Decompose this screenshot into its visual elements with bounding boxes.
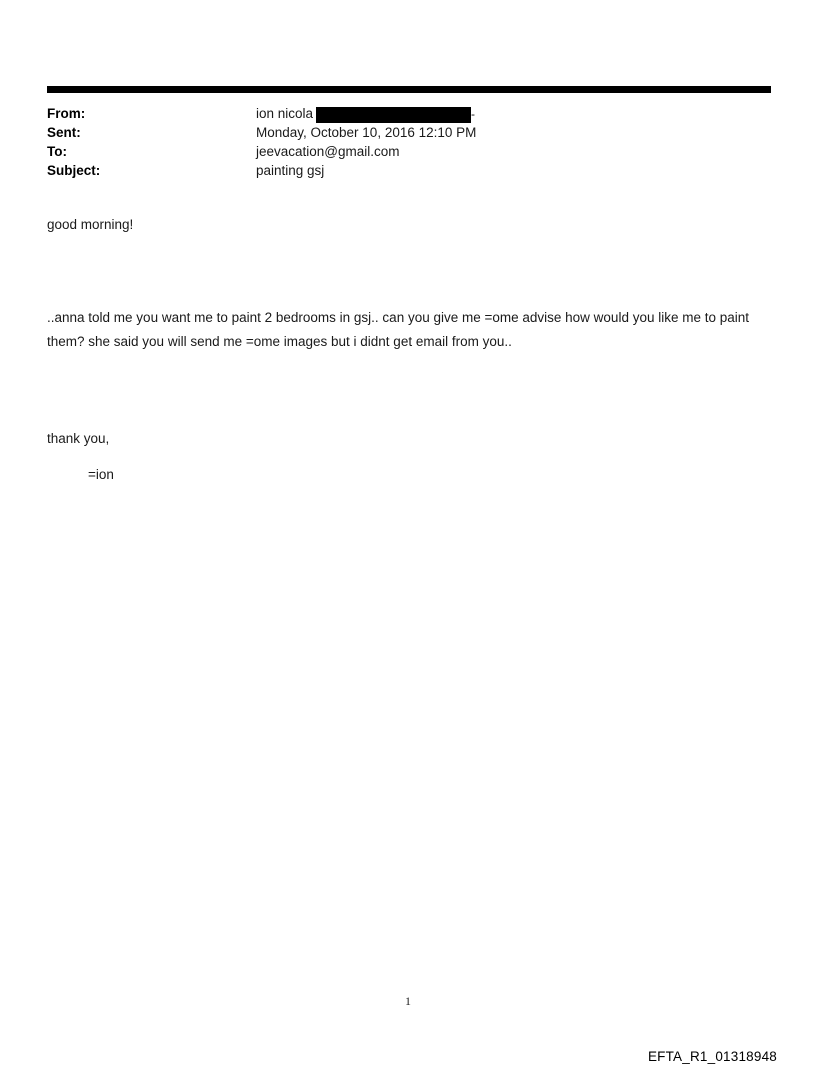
header-divider-rule	[47, 86, 771, 93]
sent-value: Monday, October 10, 2016 12:10 PM	[256, 125, 477, 140]
email-header-block	[47, 104, 771, 180]
page-number: 1	[405, 994, 411, 1008]
redaction-trailing-mark: -	[471, 107, 476, 121]
email-signature: =ion	[88, 467, 114, 482]
email-body-paragraph	[47, 306, 749, 354]
subject-label: Subject:	[47, 163, 101, 178]
redaction-bar	[316, 107, 471, 123]
subject-value: painting gsj	[256, 163, 325, 178]
header-row-to	[47, 142, 771, 161]
header-row-from	[47, 104, 771, 123]
sender-name: ion nicola	[256, 106, 314, 121]
header-row-sent	[47, 123, 771, 142]
paragraph-line-1: ..anna told me you want me to paint 2 bedrooms in gsj.. can you give me =ome advise how would you like me to paint	[47, 310, 750, 325]
sent-label: Sent:	[47, 125, 81, 140]
to-label: To:	[47, 144, 67, 159]
paragraph-line-2: them? she said you will send me =ome images but i didnt get email from you..	[47, 334, 512, 349]
email-closing: thank you,	[47, 431, 110, 446]
from-value	[256, 104, 475, 124]
to-value: jeevacation@gmail.com	[256, 144, 400, 159]
from-label: From:	[47, 106, 86, 121]
bates-number: EFTA_R1_01318948	[647, 1049, 777, 1064]
header-row-subject	[47, 161, 771, 180]
email-greeting: good morning!	[47, 217, 134, 232]
